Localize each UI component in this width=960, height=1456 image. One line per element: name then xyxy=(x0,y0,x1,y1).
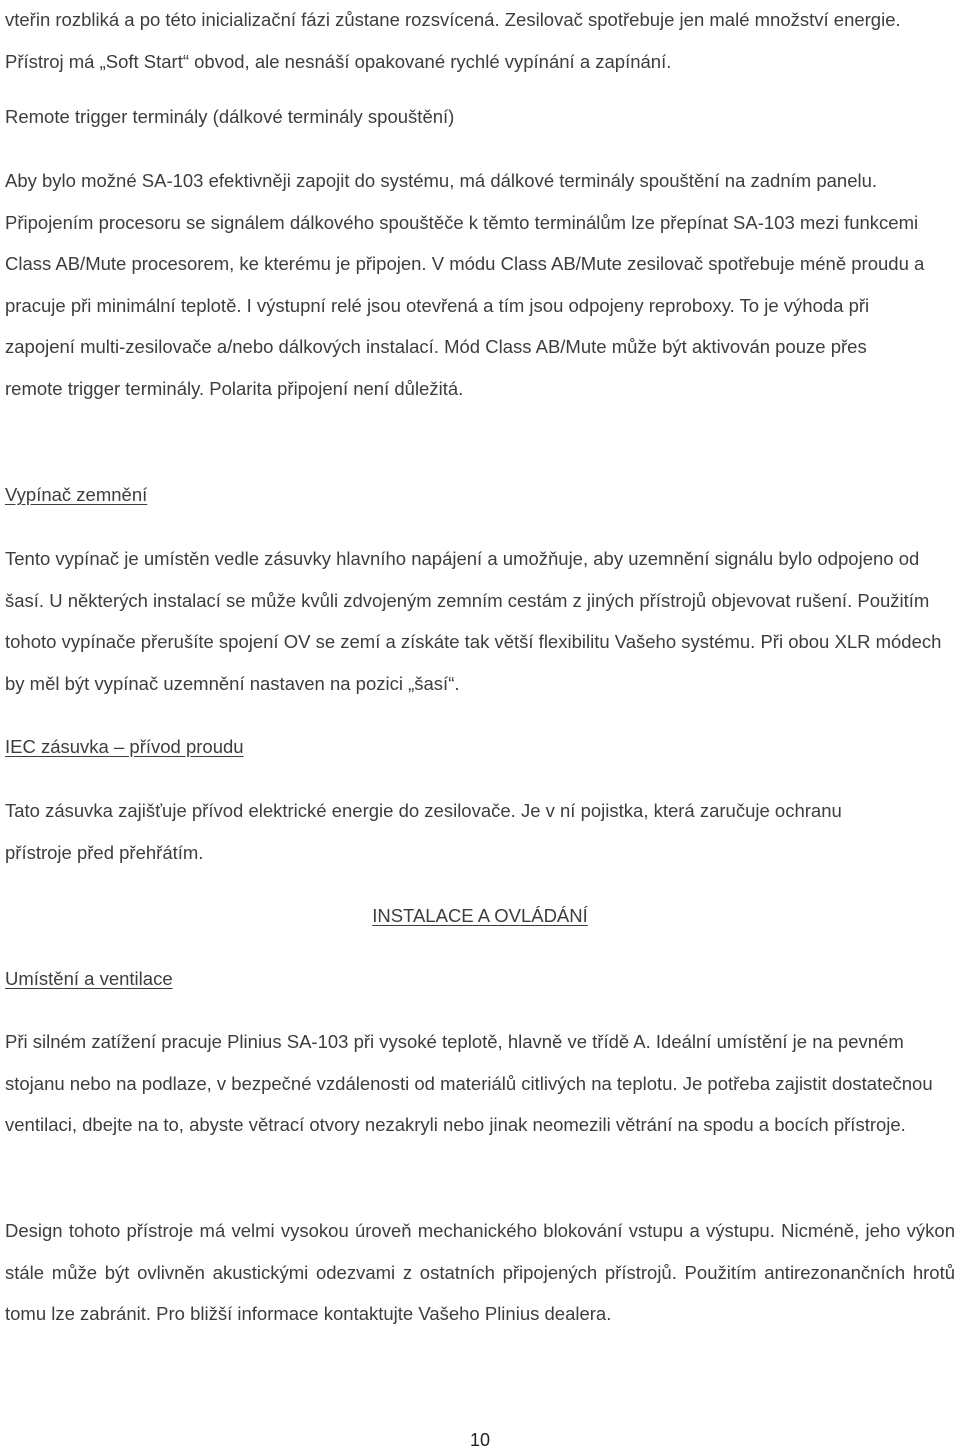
remote-trigger-paragraph: Aby bylo možné SA-103 efektivněji zapojit do systému, má dálkové terminály spouštění na zadním panelu. Připojením procesoru se signálem dálkového spouštěče k těmto terminálům lze přepínat SA-103 mezi funkcemi Class AB/Mute procesorem, ke kterému je připojen. V módu Class AB/Mute zesilovač spotřebuje méně proudu a pracuje při minimální teplotě. I výstupní relé jsou otevřená a tím jsou odpojeny reproboxy. To je výhoda při zapojení multi-zesilovače a/nebo dálkových instalací. Mód Class AB/Mute může být aktivován pouze přes remote trigger terminály. Polarita připojení není důležitá. xyxy=(5,170,925,399)
page-number: 10 xyxy=(469,1430,491,1450)
remote-trigger-heading: Remote trigger terminály (dálkové terminály spouštění) xyxy=(5,106,455,127)
ground-switch-heading: Vypínač zemnění xyxy=(5,484,148,505)
placement-paragraph-1: Při silném zatížení pracuje Plinius SA-103 při vysoké teplotě, hlavně ve třídě A. Ideální umístění je na pevném stojanu nebo na podlaze, v bezpečné vzdálenosti od materiálů citlivých na teplotu. Je potřeba zajistit dostatečnou ventilaci, dbejte na to, abyste větrací otvory nezakryli nebo jinak neomezili větrání na spodu a bocích přístroje. xyxy=(5,1031,933,1135)
ground-switch-paragraph: Tento vypínač je umístěn vedle zásuvky hlavního napájení a umožňuje, aby uzemnění signálu bylo odpojeno od šasí. U některých instalací se může kvůli zdvojeným zemním cestám z jiných přístrojů objevovat rušení. Použitím tohoto vypínače přerušíte spojení OV se zemí a získáte tak větší flexibilitu Vašeho systému. Při obou XLR módech by měl být vypínač uzemnění nastaven na pozici „šasí“. xyxy=(5,548,942,694)
placement-paragraph-2: Design tohoto přístroje má velmi vysokou úroveň mechanického blokování vstupu a výstupu. Nicméně, jeho výkon stále může být ovlivněn akustickými odezvami z ostatních připojených přístrojů. Použitím antirezonančních hrotů tomu lze zabránit. Pro bližší informace kontaktujte Vašeho Plinius dealera. xyxy=(5,1220,955,1324)
intro-paragraph: vteřin rozbliká a po této inicializační fázi zůstane rozsvícená. Zesilovač spotřebuje jen malé množství energie. Přístroj má „Soft Start“ obvod, ale nesnáší opakované rychlé vypínání a zapínání. xyxy=(5,9,901,72)
iec-socket-heading: IEC zásuvka – přívod proudu xyxy=(5,736,244,757)
iec-socket-paragraph: Tato zásuvka zajišťuje přívod elektrické energie do zesilovače. Je v ní pojistka, která zaručuje ochranu přístroje před přehřátím. xyxy=(5,800,842,863)
placement-heading: Umístění a ventilace xyxy=(5,968,173,989)
section-title: INSTALACE A OVLÁDÁNÍ xyxy=(372,905,588,926)
